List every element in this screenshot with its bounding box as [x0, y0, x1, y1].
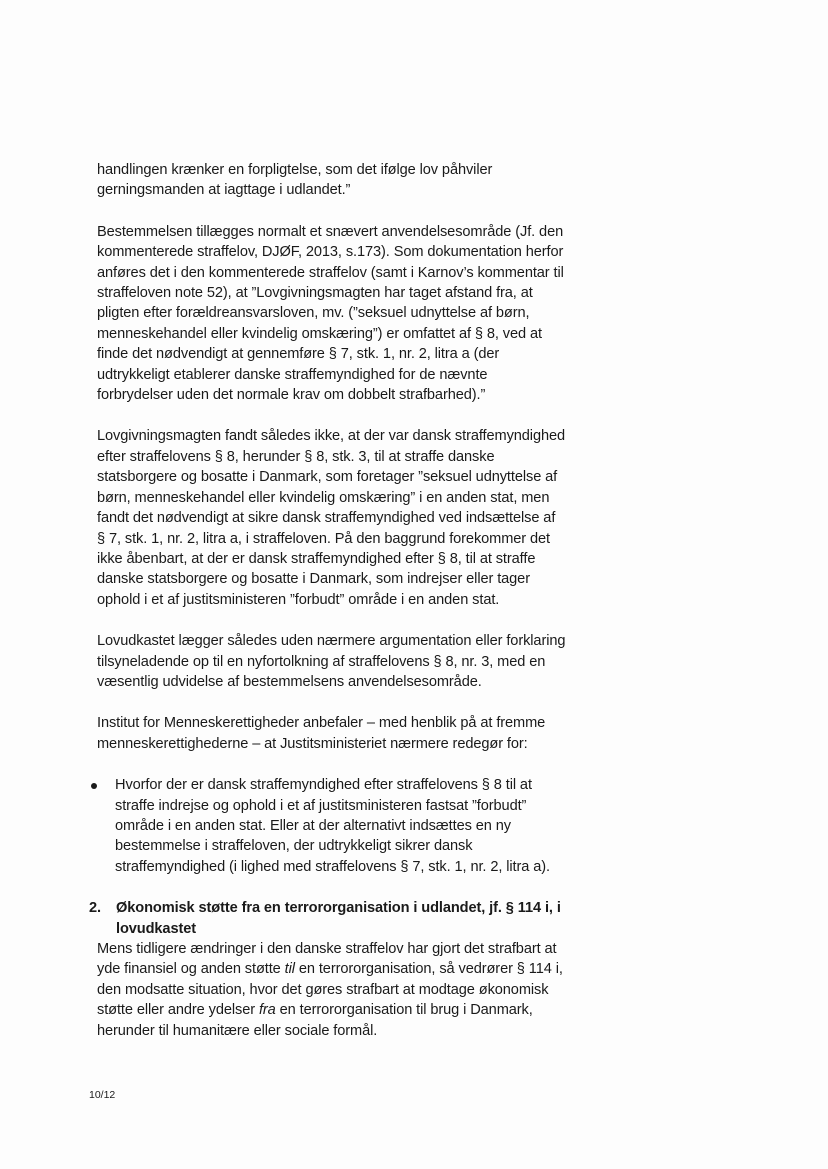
emphasis-fra: fra	[258, 1002, 276, 1019]
recommendation-list	[97, 775, 567, 877]
section-body	[97, 939, 567, 1041]
emphasis-til: til	[284, 961, 295, 978]
section-number: 2.	[89, 900, 101, 917]
paragraph-draft-law: Lovudkastet lægger således uden nærmere argumentation eller forklaring tilsyneladende op til en nyfortolkning af straffelovens § 8, nr. 3, med en væsentlig udvidelse af bestemmelsens anvendelsesområde.	[97, 633, 566, 690]
page-number: 10/12	[89, 1089, 116, 1101]
paragraph-scope: Bestemmelsen tillægges normalt et snævert anvendelsesområde (Jf. den kommenterede straffelov, DJØF, 2013, s.173). Som dokumentation herfor anføres det i den kommenterede straffelov (samt i Karnov’s kommentar til straffeloven note 52), at ”Lovgivningsmagten har taget afstand fra, at pligten efter forældreansvarsloven, mv. (”seksuel udnyttelse af børn, menneskehandel eller kvindelig omskæring”) er omfattet af § 8, ved at finde det nødvendigt at gennemføre § 7, stk. 1, nr. 2, litra a (der udtrykkeligt etablerer danske straffemyndighed for de nævnte forbrydelser uden det normale krav om dobbelt strafbarhed).”	[97, 223, 564, 404]
paragraph-quote-end: handlingen krænker en forpligtelse, som det ifølge lov påhviler gerningsmanden at iagttage i udlandet.”	[97, 162, 493, 199]
list-item	[97, 775, 567, 877]
section-body-part: Mens tidligere ændringer i den danske straffelov har gjort det strafbart at yde finansiel og anden støtte	[97, 941, 557, 978]
page-content	[89, 160, 567, 1041]
bullet-icon	[91, 783, 97, 789]
section-title: Økonomisk støtte fra en terrororganisation i udlandet, jf. § 114 i, i lovudkastet	[116, 900, 561, 937]
section-heading	[89, 898, 567, 939]
section-body-part: en terrororganisation, så vedrører § 114 i, den modsatte situation, hvor det gøres strafbart at modtage økonomisk støtte eller andre ydelser	[97, 961, 563, 1019]
list-item-text: Hvorfor der er dansk straffemyndighed efter straffelovens § 8 til at straffe indrejse og ophold i et af justitsministeren fastsat ”forbudt” område i en anden stat. Eller at der alternativt indsættes en ny bestemmelse i straffeloven, der udtrykkeligt sikrer dansk straffemyndighed (i lighed med straffelovens § 7, stk. 1, nr. 2, litra a).	[115, 777, 550, 875]
paragraph-recommendation: Institut for Menneskerettigheder anbefaler – med henblik på at fremme menneskerettighederne – at Justitsministeriet nærmere redegør for:	[97, 715, 546, 752]
paragraph-legislature: Lovgivningsmagten fandt således ikke, at der var dansk straffemyndighed efter straffelovens § 8, herunder § 8, stk. 3, til at straffe danske statsborgere og bosatte i Danmark, som foretager ”seksuel udnyttelse af børn, menneskehandel eller kvindelig omskæring” i en anden stat, men fandt det nødvendigt at sikre dansk straffemyndighed ved indsættelse af § 7, stk. 1, nr. 2, litra a, i straffeloven. På den baggrund forekommer det ikke åbenbart, at der er dansk straffemyndighed efter § 8, til at straffe danske statsborgere og bosatte i Danmark, som indrejser eller tager ophold i et af justitsministeren ”forbudt” område i en anden stat.	[97, 428, 566, 608]
section-body-part: en terrororganisation til brug i Danmark, herunder til humanitære eller sociale formål.	[97, 1002, 533, 1039]
